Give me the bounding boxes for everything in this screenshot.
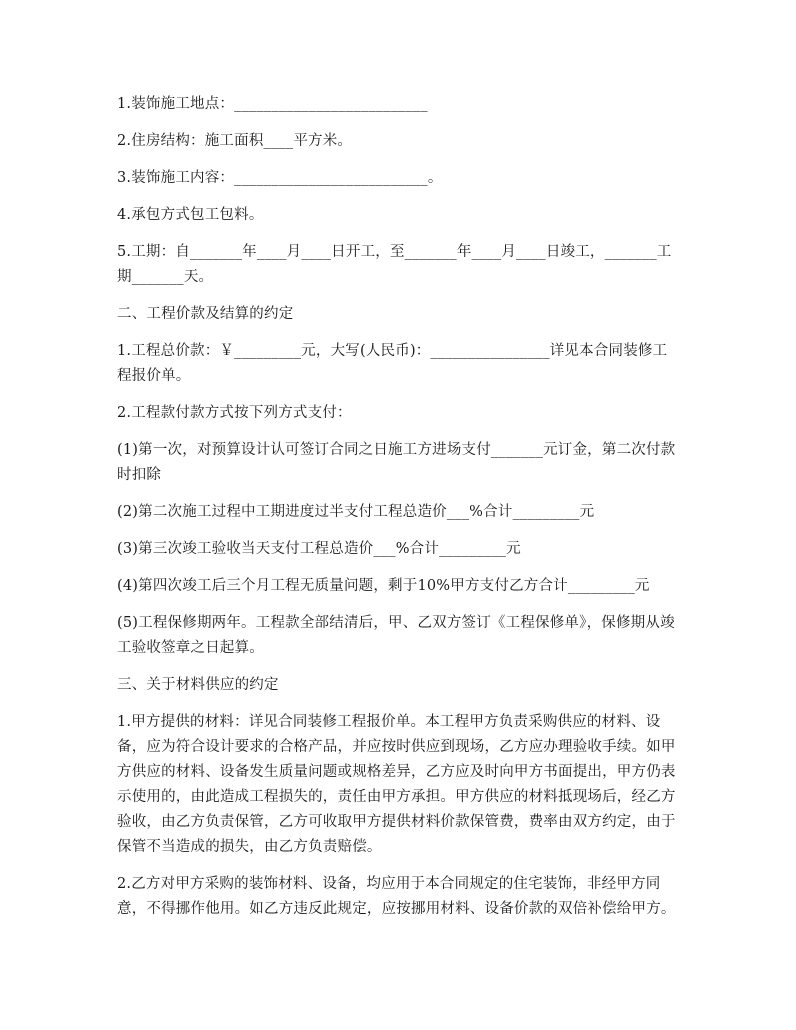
payment-item-4: (4)第四次竣工后三个月工程无质量问题，剩于10%甲方支付乙方合计_________元	[117, 578, 650, 594]
payment-item-5: (5)工程保修期两年。工程款全部结清后，甲、乙双方签订《工程保修单》，保修期从竣工验收签章之日起算。	[117, 615, 675, 656]
document-page	[117, 92, 677, 934]
payment-item-1: (1)第一次，对预算设计认可签订合同之日施工方进场支付_______元订金，第二次付款时扣除	[117, 442, 676, 483]
clause-construction-content: 3.装饰施工内容：__________________________。	[117, 170, 443, 186]
clause-party-a-materials: 1.甲方提供的材料：详见合同装修工程报价单。本工程甲方负责采购供应的材料、设备，应为符合设计要求的合格产品，并应按时供应到现场，乙方应办理验收手续。如甲方供应的材料、设备发生质量问题或规格差异，乙方应及时向甲方书面提出，甲方仍表示使用的，由此造成工程损失的，责任由甲方承担。甲方供应的材料抵现场后，经乙方验收，由乙方负责保管，乙方可收取甲方提供材料价款保管费，费率由双方约定，由于保管不当造成的损失，由乙方负责赔偿。	[117, 714, 676, 855]
payment-item-3: (3)第三次竣工验收当天支付工程总造价___%合计_________元	[117, 541, 521, 557]
payment-item-2: (2)第二次施工过程中工期进度过半支付工程总造价___%合计_________元	[117, 504, 595, 520]
clause-payment-method: 2.工程款付款方式按下列方式支付：	[117, 405, 352, 421]
clause-contract-method: 4.承包方式包工包料。	[117, 207, 264, 223]
clause-total-price: 1.工程总价款：￥_________元，大写(人民币)：________________详见本合同装修工程报价单。	[117, 343, 668, 384]
clause-construction-period: 5.工期：自_______年____月____日开工，至_______年____月____日竣工，_______工期_______天。	[117, 244, 672, 285]
clause-housing-structure: 2.住房结构：施工面积____平方米。	[117, 133, 353, 149]
section-heading-materials: 三、关于材料供应的约定	[117, 677, 279, 693]
section-heading-payment: 二、工程价款及结算的约定	[117, 306, 294, 322]
clause-material-usage: 2.乙方对甲方采购的装饰材料、设备，均应用于本合同规定的住宅装饰，非经甲方同意，不得挪作他用。如乙方违反此规定，应按挪用材料、设备价款的双倍补偿给甲方。	[117, 876, 676, 917]
clause-construction-site: 1.装饰施工地点：__________________________	[117, 96, 428, 112]
